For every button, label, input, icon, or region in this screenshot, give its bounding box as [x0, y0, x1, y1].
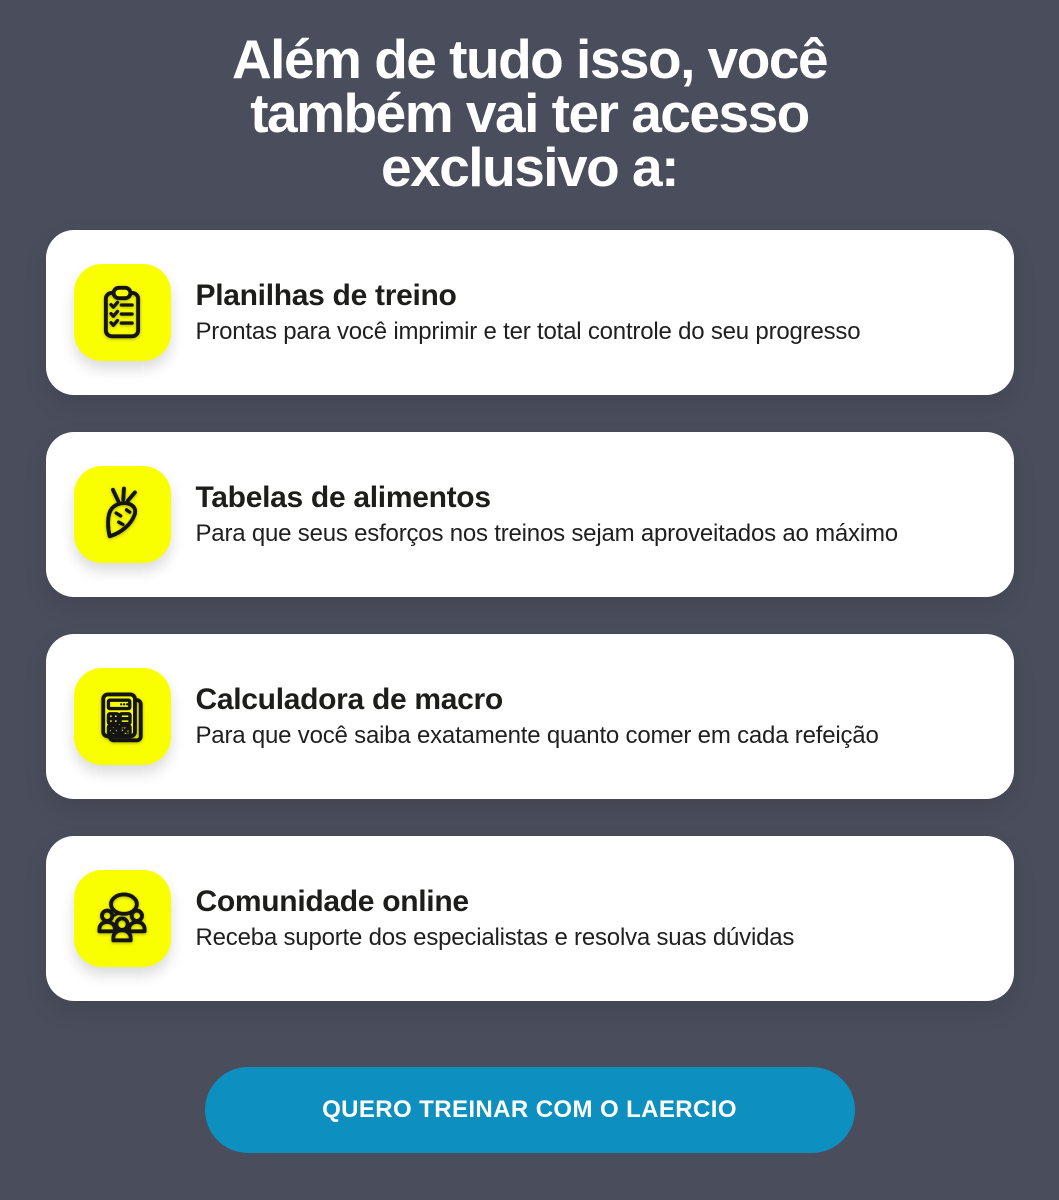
- community-chat-icon: [91, 888, 153, 950]
- calculator-icon: [91, 686, 153, 748]
- icon-tile: [74, 870, 171, 967]
- benefit-card-comunidade: [46, 836, 1014, 1001]
- card-text: [196, 683, 879, 750]
- card-title: Calculadora de macro: [195, 683, 503, 716]
- card-text: [196, 481, 898, 548]
- carrot-icon: [91, 484, 153, 546]
- headline-line-2: também vai ter acesso: [250, 82, 809, 144]
- icon-tile: [74, 466, 171, 563]
- card-description: Para que seus esforços nos treinos sejam aproveitados ao máximo: [195, 520, 898, 547]
- card-title: Planilhas de treino: [195, 279, 457, 312]
- headline-line-1: Além de tudo isso, você: [231, 28, 828, 90]
- benefit-card-planilhas: [46, 230, 1014, 395]
- headline-line-3: exclusivo a:: [381, 136, 678, 198]
- card-text: [196, 885, 795, 952]
- cta-label: QUERO TREINAR COM O LAERCIO: [322, 1096, 737, 1123]
- benefit-card-tabelas: [46, 432, 1014, 597]
- card-title: Comunidade online: [195, 885, 469, 918]
- icon-tile: [74, 264, 171, 361]
- card-title: Tabelas de alimentos: [195, 481, 491, 514]
- card-text: [196, 279, 861, 346]
- benefit-card-calculadora: [46, 634, 1014, 799]
- card-description: Receba suporte dos especialistas e resolva suas dúvidas: [195, 924, 795, 951]
- benefits-list: [46, 230, 1014, 1001]
- clipboard-checklist-icon: [91, 282, 153, 344]
- icon-tile: [74, 668, 171, 765]
- card-description: Prontas para você imprimir e ter total controle do seu progresso: [195, 318, 861, 345]
- headline: [0, 0, 1059, 198]
- cta-button[interactable]: [205, 1067, 855, 1153]
- card-description: Para que você saiba exatamente quanto comer em cada refeição: [195, 722, 879, 749]
